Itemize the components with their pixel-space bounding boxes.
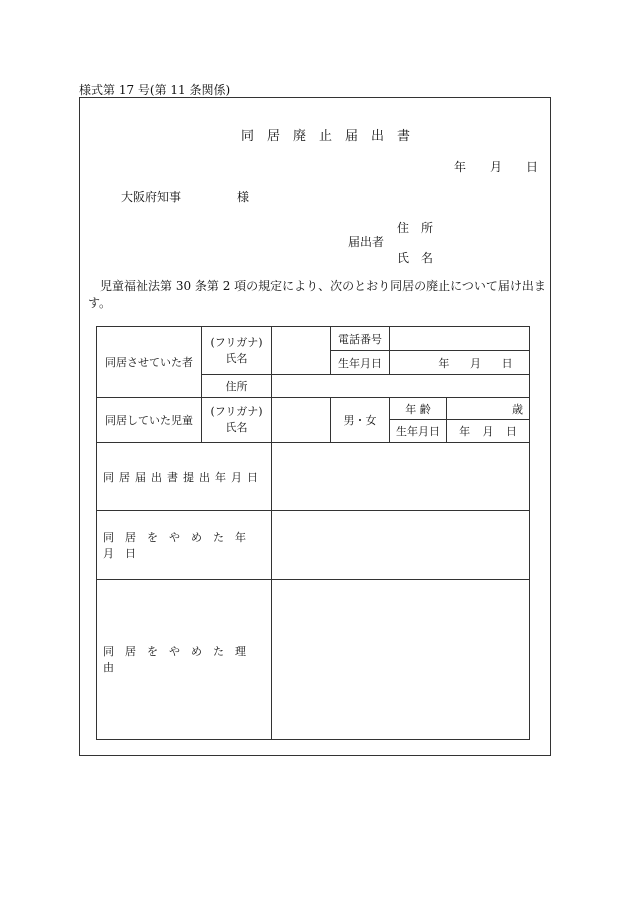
end-date-label: 同居をやめた年月日 bbox=[97, 511, 272, 579]
child-age-label: 年 齢 bbox=[390, 398, 447, 420]
form-frame bbox=[79, 97, 551, 756]
caregiver-dob-field[interactable] bbox=[390, 351, 530, 375]
caregiver-address-label: 住所 bbox=[202, 375, 272, 398]
caregiver-name-label: 氏名 bbox=[225, 351, 248, 365]
child-label-cell bbox=[97, 398, 202, 443]
caregiver-address-field[interactable] bbox=[272, 375, 530, 398]
child-dob-field[interactable] bbox=[447, 420, 530, 443]
child-name-label-cell bbox=[202, 398, 272, 443]
caregiver-name-field[interactable] bbox=[272, 327, 331, 375]
reason-label: 同居をやめた理由 bbox=[97, 579, 272, 739]
form-number: 様式第 17 号(第 11 条関係) bbox=[79, 83, 231, 97]
caregiver-name-label-cell bbox=[202, 327, 272, 375]
child-sex-field[interactable]: 男・女 bbox=[331, 398, 390, 443]
child-name-label: 氏名 bbox=[225, 421, 248, 435]
form-table bbox=[96, 326, 530, 740]
statement: 児童福祉法第 30 条第 2 項の規定により、次のとおり同居の廃止について届け出ます。 bbox=[88, 279, 546, 310]
child-dob-day: 日 bbox=[505, 425, 517, 439]
caregiver-dob-year: 年 bbox=[438, 356, 450, 370]
header-date-day: 日 bbox=[526, 160, 539, 174]
end-date-field[interactable] bbox=[272, 511, 530, 579]
phone-label: 電話番号 bbox=[331, 327, 390, 351]
child-dob-month: 月 bbox=[482, 425, 494, 439]
child-furigana-label: (フリガナ) bbox=[210, 405, 263, 419]
child-name-field[interactable] bbox=[272, 398, 331, 443]
notifier-label: 届出者 bbox=[348, 235, 385, 249]
caregiver-label-cell bbox=[97, 327, 202, 398]
child-dob-year: 年 bbox=[459, 425, 471, 439]
caregiver-dob-label: 生年月日 bbox=[331, 351, 390, 375]
header-date-year: 年 bbox=[454, 160, 467, 174]
child-dob-label: 生年月日 bbox=[390, 420, 447, 443]
caregiver-dob-day: 日 bbox=[501, 356, 513, 370]
notifier-address-label: 住 所 bbox=[397, 221, 434, 235]
caregiver-dob-month: 月 bbox=[469, 356, 481, 370]
addressee: 大阪府知事 bbox=[121, 190, 182, 204]
reason-field[interactable] bbox=[272, 579, 530, 739]
child-age-unit: 歳 bbox=[512, 402, 523, 416]
notifier-name-label: 氏 名 bbox=[397, 251, 434, 265]
form-title: 同 居 廃 止 届 出 書 bbox=[241, 129, 411, 144]
child-age-field[interactable] bbox=[447, 398, 530, 420]
phone-field[interactable] bbox=[390, 327, 530, 351]
submit-date-label: 同居届出書提出年月日 bbox=[97, 443, 272, 511]
caregiver-furigana-label: (フリガナ) bbox=[210, 335, 263, 349]
child-label: 同居していた児童 bbox=[105, 414, 193, 428]
caregiver-label: 同居させていた者 bbox=[105, 356, 193, 370]
header-date-month: 月 bbox=[490, 160, 503, 174]
submit-date-field[interactable] bbox=[272, 443, 530, 511]
honorific: 様 bbox=[237, 190, 250, 204]
